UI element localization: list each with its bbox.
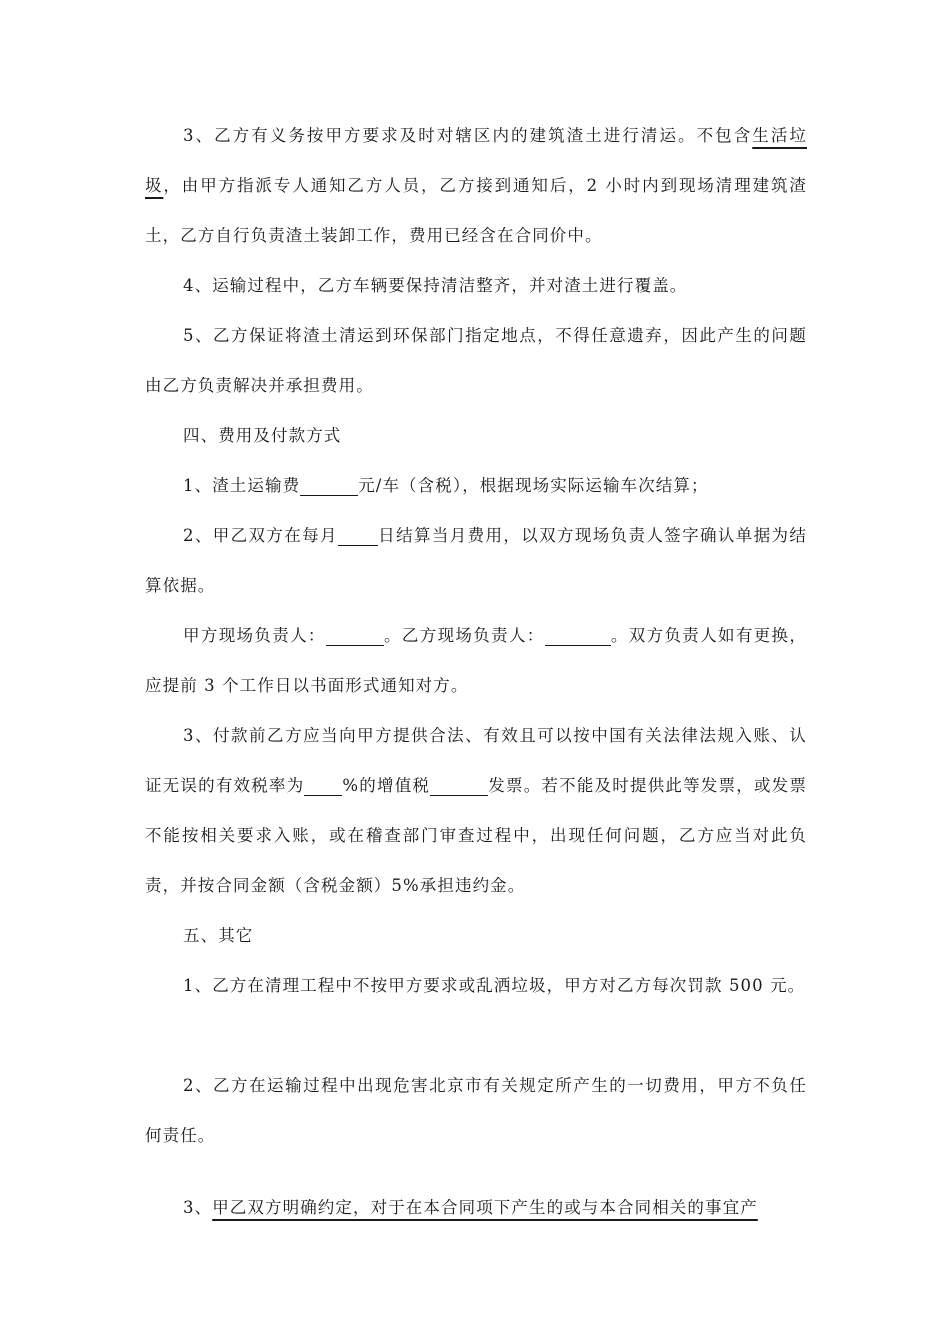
fee-clause-3-invoice xyxy=(145,711,807,911)
settlement-day-blank xyxy=(338,527,378,546)
fee-clause-1-b: 元/车（含税），根据现场实际运输车次结算； xyxy=(358,476,709,495)
other-clause-3-number: 3、 xyxy=(183,1198,213,1217)
fee-clause-3-b: %的增值税 xyxy=(342,776,431,795)
tax-rate-blank xyxy=(304,777,342,796)
clause-3-underlined-term: 生活垃圾 xyxy=(145,126,807,195)
party-b-responsible-label: 。乙方现场负责人： xyxy=(383,626,545,645)
site-responsible-persons xyxy=(145,611,807,711)
fee-clause-2-a: 2、甲乙双方在每月 xyxy=(183,526,338,545)
other-clause-3-underlined-text: 甲乙双方明确约定，对于在本合同项下产生的或与本合同相关的事宜产 xyxy=(212,1198,758,1217)
fee-clause-1-a: 1、渣土运输费 xyxy=(183,476,301,495)
fee-clause-3-c: 发票。若不能及时提供此等发票，或发票不能按相关要求入账，或在稽查部门审查过程中，出现任何问题，乙方应当对此负责，并按合同金额（含税金额）5%承担违约金。 xyxy=(145,776,807,895)
other-clause-2-liability: 2、乙方在运输过程中出现危害北京市有关规定所产生的一切费用，甲方不负任何责任。 xyxy=(145,1076,807,1145)
clause-3-transport-duty xyxy=(145,111,807,261)
party-b-responsible-blank xyxy=(545,627,611,646)
fee-clause-1 xyxy=(145,461,807,511)
clause-5-disposal-site: 5、乙方保证将渣土清运到环保部门指定地点，不得任意遗弃，因此产生的问题由乙方负责解决并承担费用。 xyxy=(145,326,807,395)
clause-3-prefix: 3、乙方有义务按甲方要求及时对辖区内的建筑渣土进行清运。不包含 xyxy=(183,126,753,145)
section-4-heading: 四、费用及付款方式 xyxy=(183,426,342,445)
other-clause-3-agreement xyxy=(145,1183,807,1233)
clause-3-suffix: ，由甲方指派专人通知乙方人员，乙方接到通知后，2 小时内到现场清理建筑渣土，乙方自行负责渣土装卸工作，费用已经含在合同价中。 xyxy=(145,176,807,245)
fee-amount-blank xyxy=(300,477,358,496)
other-clause-1-penalty: 1、乙方在清理工程中不按甲方要求或乱洒垃圾，甲方对乙方每次罚款 500 元。 xyxy=(183,976,806,995)
section-5-heading: 五、其它 xyxy=(183,926,254,945)
clause-4-vehicle-cleanliness: 4、运输过程中，乙方车辆要保持清洁整齐，并对渣土进行覆盖。 xyxy=(183,276,688,295)
invoice-type-blank xyxy=(430,777,488,796)
fee-clause-3-a: 3、付款前乙方应当向甲方提供合法、有效且可以按中国有关法律法规入账、认证无误的有效税率为 xyxy=(145,726,807,795)
fee-clause-2-b: 日结算当月费用，以双方现场负责人签字确认单据为结算依据。 xyxy=(145,526,807,595)
responsible-change-notice: 。双方负责人如有更换，应提前 3 个工作日以书面形式通知对方。 xyxy=(145,626,807,695)
party-a-responsible-blank xyxy=(326,627,384,646)
fee-clause-2 xyxy=(145,511,807,611)
party-a-responsible-label: 甲方现场负责人： xyxy=(183,626,326,645)
